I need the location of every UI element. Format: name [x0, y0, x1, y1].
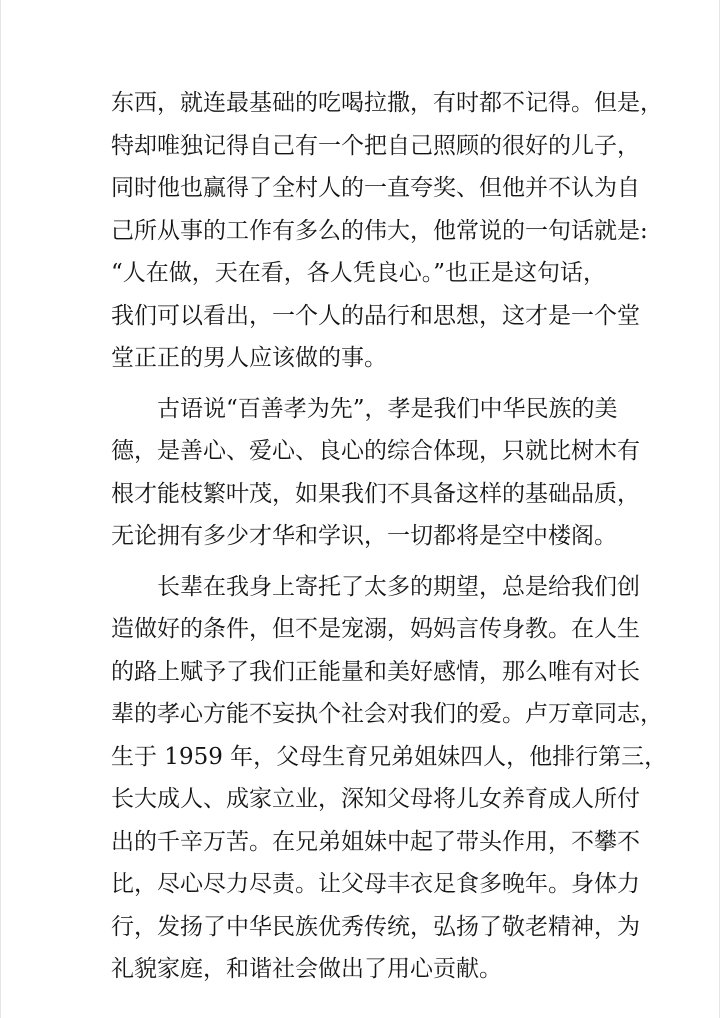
- document-body: [111, 82, 668, 999]
- text-line: “人在做，天在看，各人凭良心。”也正是这句话，: [111, 260, 607, 286]
- text-line: 造做好的条件，但不是宠溺，妈妈言传身教。在人生: [111, 616, 640, 642]
- text-line: 礼貌家庭，和谐社会做出了用心贡献。: [111, 956, 502, 982]
- text-line: 德，是善心、爱心、良心的综合体现，只就比树木有: [111, 438, 640, 464]
- text-line: 我们可以看出，一个人的品行和思想，这才是一个堂: [111, 302, 640, 329]
- paragraph-1: [111, 82, 663, 380]
- text-line: 根才能枝繁叶茂，如果我们不具备这样的基础品质，: [111, 480, 640, 507]
- paragraph-3: [111, 566, 668, 991]
- text-line: 同时他也赢得了全村人的一直夸奖、但他并不认为自: [111, 175, 640, 201]
- text-line: 比，尽心尽力尽责。让父母丰衣足食多晚年。身体力: [111, 871, 640, 897]
- text-line: 无论拥有多少才华和学识，一切都将是空中楼阁。: [111, 523, 617, 549]
- text-line: 东西，就连最基础的吃喝拉撒，有时都不记得。但是，: [111, 90, 663, 116]
- text-line: 长大成人、成家立业，深知父母将儿女养育成人所付: [111, 786, 640, 812]
- text-line: 生于 1959 年，父母生育兄弟姐妹四人，他排行第三，: [111, 743, 668, 770]
- text-line: 长辈在我身上寄托了太多的期望，总是给我们创: [157, 573, 640, 600]
- text-line: 辈的孝心方能不妄执个社会对我们的爱。卢万章同志，: [111, 701, 663, 727]
- text-line: 出的千辛万苦。在兄弟姐妹中起了带头作用，不攀不: [111, 828, 640, 855]
- text-line: 的路上赋予了我们正能量和美好感情，那么唯有对长: [111, 658, 640, 685]
- text-line: 古语说“百善孝为先”，孝是我们中华民族的美: [157, 395, 618, 422]
- text-line: 特却唯独记得自己有一个把自己照顾的很好的儿子，: [111, 132, 640, 159]
- text-line: 行，发扬了中华民族优秀传统，弘扬了敬老精神，为: [111, 913, 640, 940]
- paragraph-2: [111, 388, 640, 558]
- text-line: 己所从事的工作有多么的伟大，他常说的一句话就是:: [111, 217, 648, 244]
- text-line: 堂正正的男人应该做的事。: [111, 345, 387, 371]
